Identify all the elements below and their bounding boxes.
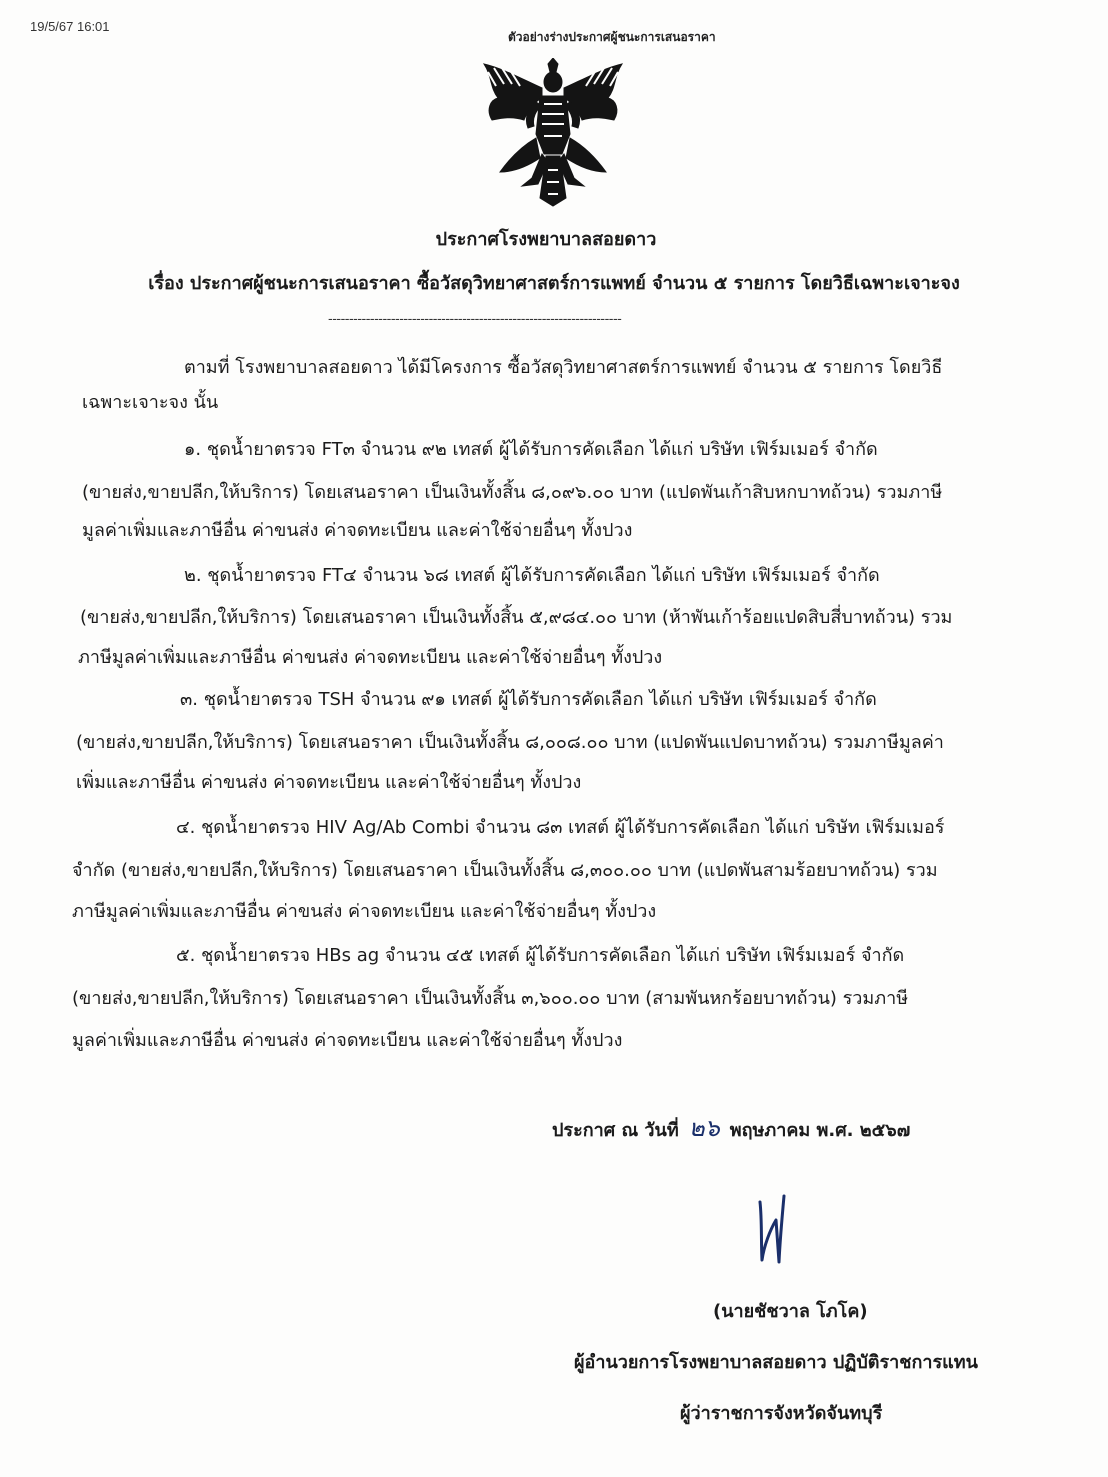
document-title: ประกาศโรงพยาบาลสอยดาว xyxy=(435,229,657,250)
signatory-name: (นายชัชวาล โภโค) xyxy=(713,1301,868,1322)
item-line: มูลค่าเพิ่มและภาษีอื่น ค่าขนส่ง ค่าจดทะเบียน และค่าใช้จ่ายอื่นๆ ทั้งปวง xyxy=(82,520,633,541)
item-line: ๔. ชุดน้ำยาตรวจ HIV Ag/Ab Combi จำนวน ๘๓ เทสต์ ผู้ได้รับการคัดเลือก ได้แก่ บริษัท เฟิร์มเมอร์ xyxy=(176,817,945,838)
date-prefix: ประกาศ ณ วันที่ xyxy=(552,1120,679,1141)
item-line: (ขายส่ง,ขายปลีก,ให้บริการ) โดยเสนอราคา เป็นเงินทั้งสิ้น ๓,๖๐๐.๐๐ บาท (สามพันหกร้อยบาทถ้วน) รวมภาษี xyxy=(72,988,909,1009)
date-day-handwritten: ๒๖ xyxy=(688,1114,720,1142)
item-line: ๓. ชุดน้ำยาตรวจ TSH จำนวน ๙๑ เทสต์ ผู้ได้รับการคัดเลือก ได้แก่ บริษัท เฟิร์มเมอร์ จำกัด xyxy=(180,689,877,710)
signatory-position-2: ผู้ว่าราชการจังหวัดจันทบุรี xyxy=(680,1403,883,1424)
item-line: (ขายส่ง,ขายปลีก,ให้บริการ) โดยเสนอราคา เป็นเงินทั้งสิ้น ๕,๙๘๔.๐๐ บาท (ห้าพันเก้าร้อยแปดสิบสี่บาทถ้วน) รวม xyxy=(80,607,953,628)
item-line: ภาษีมูลค่าเพิ่มและภาษีอื่น ค่าขนส่ง ค่าจดทะเบียน และค่าใช้จ่ายอื่นๆ ทั้งปวง xyxy=(72,901,657,922)
intro-line: ตามที่ โรงพยาบาลสอยดาว ได้มีโครงการ ซื้อวัสดุวิทยาศาสตร์การแพทย์ จำนวน ๕ รายการ โดยวิธี xyxy=(184,357,943,378)
draft-header-note: ตัวอย่างร่างประกาศผู้ชนะการเสนอราคา xyxy=(508,30,716,44)
separator-line: ---------------------------------------------------------------------- xyxy=(328,312,622,327)
date-month-year: พฤษภาคม พ.ศ. ๒๕๖๗ xyxy=(729,1120,911,1141)
handwritten-signature-icon xyxy=(752,1190,792,1270)
signatory-position: ผู้อำนวยการโรงพยาบาลสอยดาว ปฏิบัติราชการแทน xyxy=(574,1352,978,1373)
item-line: (ขายส่ง,ขายปลีก,ให้บริการ) โดยเสนอราคา เป็นเงินทั้งสิ้น ๘,๐๙๖.๐๐ บาท (แปดพันเก้าสิบหกบาทถ้วน) รวมภาษี xyxy=(82,482,943,503)
document-subject: เรื่อง ประกาศผู้ชนะการเสนอราคา ซื้อวัสดุวิทยาศาสตร์การแพทย์ จำนวน ๕ รายการ โดยวิธีเฉพาะเจาะจง xyxy=(148,273,960,294)
item-line: ๒. ชุดน้ำยาตรวจ FT๔ จำนวน ๖๘ เทสต์ ผู้ได้รับการคัดเลือก ได้แก่ บริษัท เฟิร์มเมอร์ จำกัด xyxy=(184,565,880,586)
intro-line: เฉพาะเจาะจง นั้น xyxy=(82,392,219,413)
item-line: ๑. ชุดน้ำยาตรวจ FT๓ จำนวน ๙๒ เทสต์ ผู้ได้รับการคัดเลือก ได้แก่ บริษัท เฟิร์มเมอร์ จำกัด xyxy=(184,439,878,460)
item-line: (ขายส่ง,ขายปลีก,ให้บริการ) โดยเสนอราคา เป็นเงินทั้งสิ้น ๘,๐๐๘.๐๐ บาท (แปดพันแปดบาทถ้วน) รวมภาษีมูลค่า xyxy=(76,732,944,753)
garuda-emblem-icon xyxy=(476,58,631,208)
item-line: จำกัด (ขายส่ง,ขายปลีก,ให้บริการ) โดยเสนอราคา เป็นเงินทั้งสิ้น ๘,๓๐๐.๐๐ บาท (แปดพันสามร้อยบาทถ้วน) รวม xyxy=(72,860,938,881)
item-line: มูลค่าเพิ่มและภาษีอื่น ค่าขนส่ง ค่าจดทะเบียน และค่าใช้จ่ายอื่นๆ ทั้งปวง xyxy=(72,1030,623,1051)
item-line: ๕. ชุดน้ำยาตรวจ HBs ag จำนวน ๔๕ เทสต์ ผู้ได้รับการคัดเลือก ได้แก่ บริษัท เฟิร์มเมอร์ จำกัด xyxy=(176,945,905,966)
item-line: เพิ่มและภาษีอื่น ค่าขนส่ง ค่าจดทะเบียน และค่าใช้จ่ายอื่นๆ ทั้งปวง xyxy=(76,772,582,793)
print-timestamp: 19/5/67 16:01 xyxy=(30,19,110,34)
announcement-date xyxy=(552,1108,910,1147)
item-line: ภาษีมูลค่าเพิ่มและภาษีอื่น ค่าขนส่ง ค่าจดทะเบียน และค่าใช้จ่ายอื่นๆ ทั้งปวง xyxy=(78,647,663,668)
